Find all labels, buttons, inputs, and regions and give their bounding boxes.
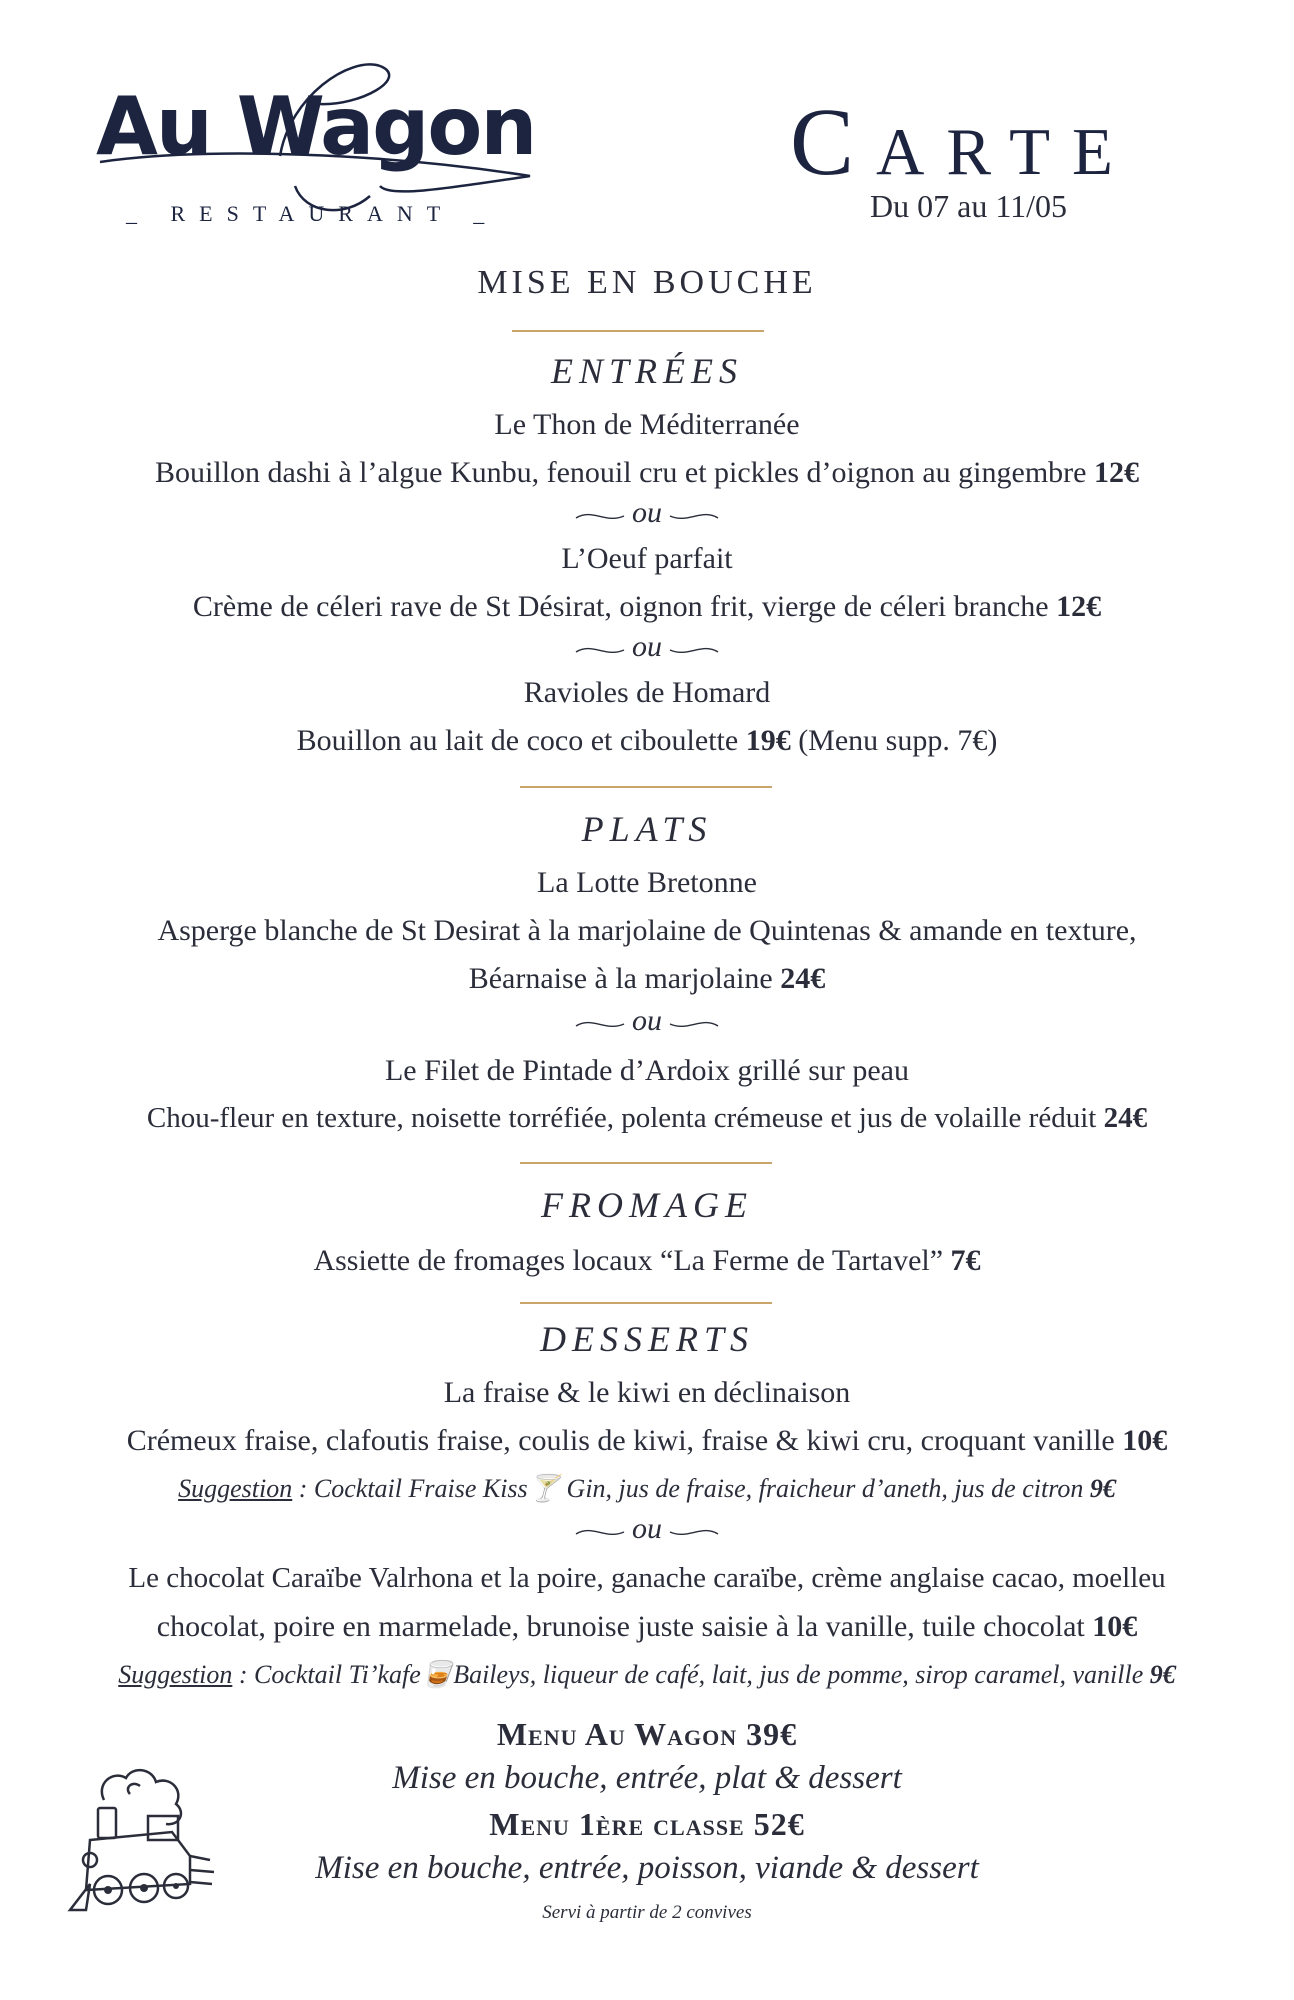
set-menu-title: Menu 1ère classe 52€ [489, 1806, 805, 1842]
ou-flourish-icon [572, 632, 722, 666]
cocktail-price: 9€ [1149, 1660, 1176, 1689]
served-note: Servi à partir de 2 convives [542, 1902, 752, 1923]
divider-rule [520, 786, 772, 788]
section-plats-title: PLATS [581, 809, 713, 849]
svg-text:ou: ou [632, 1006, 662, 1037]
dish-description: Chou-fleur en texture, noisette torréfiée, polenta crémeuse et jus de volaille réduit 24€ [146, 1102, 1148, 1134]
ou-flourish-icon [572, 1514, 722, 1548]
cocktail-suggestion: Suggestion : Cocktail Fraise Kiss🍸 Gin, jus de fraise, fraicheur d’aneth, jus de citron 9€ [178, 1474, 1116, 1503]
dish-price: 19€ [745, 724, 791, 757]
dish-description: Crème de céleri rave de St Désirat, oignon frit, vierge de céleri branche 12€ [192, 590, 1102, 623]
dish-name: Le Thon de Méditerranée [494, 408, 800, 441]
cocktail-icon: 🥃 [420, 1660, 454, 1689]
svg-text:ou: ou [632, 1514, 662, 1545]
cocktail-price: 9€ [1089, 1474, 1116, 1503]
dish-description: Asperge blanche de St Desirat à la marjolaine de Quintenas & amande en texture, [157, 914, 1137, 947]
dish-description: Crémeux fraise, clafoutis fraise, coulis de kiwi, fraise & kiwi cru, croquant vanille 10€ [126, 1424, 1168, 1457]
dish-price: 10€ [1122, 1424, 1168, 1457]
dish-name: La fraise & le kiwi en déclinaison [443, 1376, 851, 1409]
logo-text: Au Wagon [96, 80, 536, 173]
divider-rule [520, 1162, 772, 1164]
section-entrees-title: ENTRÉES [551, 351, 743, 391]
dish-price: 7€ [950, 1244, 981, 1277]
ou-flourish-icon [572, 1006, 722, 1040]
dish-name: Le Filet de Pintade d’Ardoix grillé sur peau [384, 1054, 910, 1087]
restaurant-logo [90, 36, 550, 236]
menu-supplement: (Menu supp. 7€) [798, 724, 998, 757]
dish-price: 12€ [1056, 590, 1102, 623]
section-mise-en-bouche: MISE EN BOUCHE [477, 264, 817, 301]
logo-subtitle: _ RESTAURANT _ [126, 201, 499, 226]
cocktail-suggestion: Suggestion : Cocktail Ti’kafe🥃Baileys, liqueur de café, lait, jus de pomme, sirop caramel, vanille 9€ [118, 1660, 1176, 1689]
divider-rule [520, 1302, 772, 1304]
dish-price: 24€ [780, 962, 826, 995]
dish-name: Ravioles de Homard [523, 676, 771, 709]
page-title: Carte [790, 88, 1135, 195]
dish-description: Bouillon au lait de coco et ciboulette 19€ (Menu supp. 7€) [296, 724, 998, 757]
dish-price: 12€ [1093, 456, 1139, 489]
menu-dates: Du 07 au 11/05 [870, 188, 1068, 224]
dish-description: chocolat, poire en marmelade, brunoise juste saisie à la vanille, tuile chocolat 10€ [156, 1610, 1138, 1643]
section-desserts-title: DESSERTS [540, 1319, 754, 1359]
set-menu-description: Mise en bouche, entrée, plat & dessert [392, 1760, 902, 1796]
train-illustration-icon [60, 1760, 220, 1920]
svg-text:ou: ou [632, 632, 662, 663]
set-menu-description: Mise en bouche, entrée, poisson, viande & dessert [315, 1850, 979, 1886]
dish-name: La Lotte Bretonne [537, 866, 757, 899]
svg-text:ou: ou [632, 498, 662, 529]
cocktail-icon: 🍸 [527, 1474, 561, 1503]
dish-description: Béarnaise à la marjolaine 24€ [468, 962, 826, 995]
set-menu-title: Menu Au Wagon 39€ [496, 1716, 798, 1752]
section-fromage-title: FROMAGE [541, 1185, 753, 1225]
dish-name: L’Oeuf parfait [561, 542, 733, 575]
dish-price: 10€ [1092, 1610, 1138, 1643]
ou-flourish-icon [572, 498, 722, 532]
dish-description: Assiette de fromages locaux “La Ferme de Tartavel” 7€ [313, 1244, 981, 1277]
dish-price: 24€ [1103, 1102, 1148, 1134]
dish-description: Le chocolat Caraïbe Valrhona et la poire, ganache caraïbe, crème anglaise cacao, moelleu [128, 1562, 1166, 1594]
dish-description: Bouillon dashi à l’algue Kunbu, fenouil cru et pickles d’oignon au gingembre 12€ [155, 456, 1139, 489]
divider-rule [512, 330, 764, 332]
